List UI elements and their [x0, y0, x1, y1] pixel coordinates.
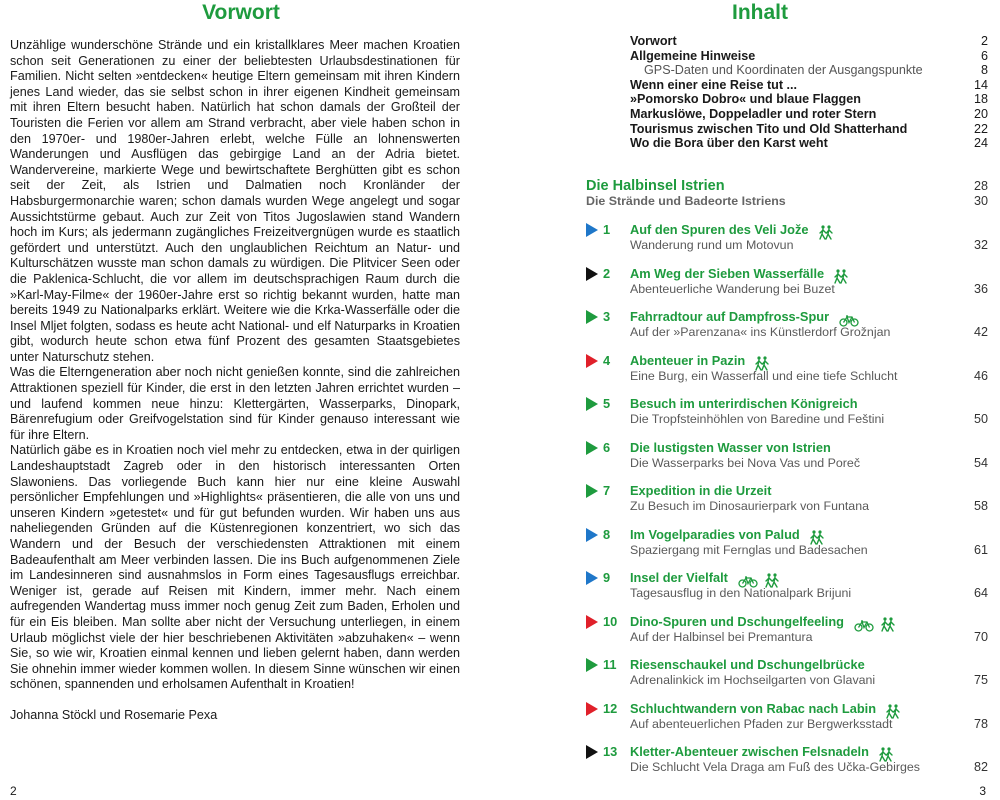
- tour-title: Expedition in die Urzeit: [630, 483, 772, 498]
- tour-number: 3: [603, 309, 611, 324]
- tour-number: 2: [603, 265, 611, 281]
- toc-general-section: [630, 34, 988, 151]
- tour-title-wrap[interactable]: [630, 657, 865, 672]
- tour-page: 42: [973, 325, 988, 339]
- tour-entry[interactable]: [586, 220, 988, 264]
- tour-description: Adrenalinkick im Hochseilgarten von Glavani: [630, 673, 876, 687]
- tour-entry[interactable]: [586, 307, 988, 351]
- tour-page: 82: [973, 760, 988, 774]
- tour-page: 36: [973, 281, 988, 296]
- section-title[interactable]: Die Halbinsel Istrien: [586, 178, 725, 194]
- toc-entry-title: »Pomorsko Dobro« und blaue Flaggen: [630, 92, 861, 107]
- tour-description: Zu Besuch im Dinosaurierpark von Funtana: [630, 499, 869, 513]
- tour-entry[interactable]: [586, 612, 988, 656]
- tour-title: Besuch im unterirdischen Königreich: [630, 396, 858, 411]
- activity-icons: [849, 617, 896, 632]
- section-subtitle[interactable]: Die Strände und Badeorte Istriens: [586, 194, 786, 208]
- toc-entry-title: Tourismus zwischen Tito und Old Shatterhand: [630, 121, 908, 136]
- tour-description: Die Schlucht Vela Draga am Fuß des Učka-Gebirges: [630, 760, 920, 774]
- toc-entry-page: 6: [980, 48, 988, 63]
- tour-page: 58: [973, 499, 988, 513]
- toc-entry[interactable]: [630, 49, 988, 64]
- tour-description: Abenteuerliche Wanderung bei Buzet: [630, 281, 835, 296]
- section-istria-header: [586, 178, 988, 209]
- section-subtitle-page: 30: [973, 194, 988, 208]
- tour-number: 5: [603, 396, 611, 411]
- tour-number: 7: [603, 483, 611, 498]
- tour-page: 54: [973, 455, 988, 470]
- tour-title: Kletter-Abenteuer zwischen Felsnadeln: [630, 744, 869, 759]
- preface-paragraph: Was die Elterngeneration aber noch nicht genießen konnte, sind die zahlreichen Attraktionen speziell für Kinder, die erst in den letzten Jahren errichtet wurden – und laufend kommen neue hinzu: Klettergärten, Wasserparks, Dinopark, Bärenrefugium oder Greifvogelstation sind für Kinder genauso interessant wie für ihre Eltern.: [10, 365, 460, 442]
- tour-description: Die Tropfsteinhöhlen von Baredine und Feštini: [630, 412, 885, 426]
- tour-number: 8: [603, 526, 611, 542]
- toc-entry-title: Wenn einer eine Reise tut ...: [630, 77, 798, 92]
- tour-entry[interactable]: [586, 481, 988, 525]
- tour-title: Die lustigsten Wasser von Istrien: [630, 439, 831, 455]
- toc-entry[interactable]: [630, 136, 988, 151]
- arrow-marker-icon: [586, 658, 598, 672]
- preface-signature: Johanna Stöckl und Rosemarie Pexa: [10, 707, 218, 722]
- tour-description: Spaziergang mit Fernglas und Badesachen: [630, 542, 868, 557]
- tour-entry[interactable]: [586, 525, 988, 569]
- tour-number: 4: [603, 352, 611, 368]
- toc-entry-title: Wo die Bora über den Karst weht: [630, 136, 828, 151]
- tour-description: Tagesausflug in den Nationalpark Brijuni: [630, 586, 852, 600]
- arrow-marker-icon: [586, 223, 598, 237]
- hiker-icon: [876, 617, 896, 632]
- arrow-marker-icon: [586, 615, 598, 629]
- preface-paragraph: Natürlich gäbe es in Kroatien noch viel mehr zu entdecken, etwa in der quirligen Landeshauptstadt Zagreb oder in den historisch interessanten Orten Slawoniens. Das vorliegende Buch kann hier nur eine kleine Auswahl persönlicher Empfehlungen und »Highlights« präsentieren, die alle von uns und unseren Kindern »getestet« und für gut befunden wurden. Wir haben uns aus naheliegenden Gründen auf die Küstenregionen konzentriert, wo sich das Wandern und der Besuch der verschiedensten Attraktionen mit einem Badeaufenthalt am Meer verbinden lassen. Die ins Buch aufgenommenen Ziele im Landesinneren sind ausnahmslos in Form eines Tagesausflugs erreichbar. Weniger ist, gerade auf Reisen mit Kindern, immer mehr. Nach einem aufregenden Wandertag muss immer noch genug Zeit zum Baden, Erholen und für ein Eis bleiben. Man sollte aber nicht der Versuchung unterliegen, in einem Urlaub möglichst viele der hier beschriebenen Aktivitäten »abzuhaken« – wenn Sie, so wie wir, Kroatien einmal kennen und lieben gelernt haben, dann werden Sie ohnehin immer wieder kommen wollen. In diesem Sinne wünschen wir einen schönen, spannenden und erholsamen Aufenthalt in Kroatien!: [10, 443, 460, 692]
- tour-number: 11: [603, 657, 617, 672]
- arrow-marker-icon: [586, 397, 598, 411]
- tour-title: Fahrradtour auf Dampfross-Spur: [630, 309, 830, 324]
- tour-description: Auf der Halbinsel bei Premantura: [630, 629, 813, 644]
- toc-entry-page: 2: [980, 34, 988, 48]
- tour-number: 10: [603, 613, 618, 629]
- toc-entry-page: 22: [973, 121, 988, 136]
- arrow-marker-icon: [586, 528, 598, 542]
- arrow-marker-icon: [586, 484, 598, 498]
- tour-number: 9: [603, 570, 611, 585]
- tour-title: Im Vogelparadies von Palud: [630, 526, 800, 542]
- tour-number: 6: [603, 439, 611, 455]
- tour-page: 46: [973, 368, 988, 383]
- tour-page: 64: [973, 586, 988, 600]
- arrow-marker-icon: [586, 354, 598, 368]
- arrow-marker-icon: [586, 745, 598, 759]
- tour-entry[interactable]: [586, 699, 988, 743]
- tour-entry[interactable]: [586, 438, 988, 482]
- toc-entry[interactable]: [630, 92, 988, 107]
- tour-title: Am Weg der Sieben Wasserfälle: [630, 265, 825, 281]
- preface-body: [10, 38, 460, 724]
- tour-description: Eine Burg, ein Wasserfall und eine tiefe Schlucht: [630, 368, 898, 383]
- tour-entry[interactable]: [586, 655, 988, 699]
- tour-description: Auf abenteuerlichen Pfaden zur Bergwerksstadt: [630, 716, 893, 731]
- tour-number: 12: [603, 700, 618, 716]
- tour-entry[interactable]: [586, 264, 988, 308]
- tour-entry[interactable]: [586, 742, 988, 786]
- page-number-left: 2: [10, 784, 17, 798]
- tour-page: 32: [973, 238, 988, 252]
- tour-title: Dino-Spuren und Dschungelfeeling: [630, 613, 844, 629]
- toc-entry-title: GPS-Daten und Koordinaten der Ausgangspunkte: [644, 63, 923, 78]
- toc-entry-title: Markuslöwe, Doppeladler und roter Stern: [630, 106, 877, 121]
- tour-title: Schluchtwandern von Rabac nach Labin: [630, 700, 877, 716]
- arrow-marker-icon: [586, 702, 598, 716]
- tour-page: 50: [973, 412, 988, 426]
- tour-title: Insel der Vielfalt: [630, 570, 728, 585]
- toc-entry[interactable]: [630, 34, 988, 49]
- right-page: [520, 0, 1000, 800]
- arrow-marker-icon: [586, 310, 598, 324]
- tour-title: Abenteuer in Pazin: [630, 352, 746, 368]
- toc-entry[interactable]: [630, 78, 988, 93]
- tour-page: 75: [973, 673, 988, 687]
- arrow-marker-icon: [586, 267, 598, 281]
- toc-entry-page: 20: [973, 106, 988, 121]
- tour-title-wrap[interactable]: [630, 440, 831, 455]
- toc-entry-title: Vorwort: [630, 34, 677, 48]
- tour-title-wrap[interactable]: [630, 483, 772, 498]
- tour-number: 13: [603, 744, 618, 759]
- tour-description: Wanderung rund um Motovun: [630, 238, 794, 252]
- preface-paragraph: Unzählige wunderschöne Strände und ein kristallklares Meer machen Kroatien schon seit Generationen zu einer der beliebtesten Urlaubsdestinationen für Familien. Nicht selten »entdecken« heutige Eltern gemeinsam mit ihren Kindern jenes Land wieder, das sie selbst schon in ihrer eigenen Kindheit gemeinsam mit ihren Eltern besucht haben. Natürlich hat schon damals der Großteil der Touristen die Ferien vor allem am Strand verbracht, aber viele haben schon in den 1970er- und 1980er-Jahren erlebt, welche Fülle an lohnenswerten Wanderungen und Ausflügen das gebirgige Land an der Adria bietet. Wandervereine, markierte Wege und bewirtschaftete Berghütten gibt es schon seit der Zeit, als Istrien und Dalmatien noch Kronländer der Habsburgermonarchie waren; schon damals wurden Wege angelegt und sogar Aussichtstürme gebaut. Auch zur Zeit von Titos Jugoslawien stand Wandern hoch im Kurs; als jedermann zugängliches Freizeitvergnügen wurde es staatlich gefördert und unterstützt. Auch den unglaublichen Reichtum an Natur- und Kulturschätzen wusste man schon damals zu würdigen. Die Plitvicer Seen oder die Paklenica-Schlucht, die vor allem im deutschsprachigen Raum durch die »Karl-May-Filme« der 1960er-Jahre erst so richtig bekannt wurden, hatte man bereits 1949 zu Nationalparks erklärt. Weitere wie die Krka-Wasserfälle oder die Insel Mljet folgten, sodass es heute acht National- und elf Naturparks in Kroatien gibt, wodurch heute schon etwa fünf Prozent des gesamten Staatsgebietes unter Naturschutz stehen.: [10, 38, 460, 364]
- toc-entry-page: 8: [980, 63, 988, 78]
- page-number-right: 3: [979, 784, 986, 798]
- tour-page: 61: [973, 542, 988, 557]
- tour-page: 70: [973, 629, 988, 644]
- toc-entry[interactable]: [630, 107, 988, 122]
- tour-entry[interactable]: [586, 568, 988, 612]
- hiker-icon: [814, 225, 834, 240]
- toc-entry[interactable]: [630, 122, 988, 137]
- toc-entry[interactable]: [630, 63, 988, 78]
- tour-number: 1: [603, 222, 611, 237]
- contents-heading: Inhalt: [732, 1, 788, 24]
- activity-icons: [814, 225, 834, 240]
- left-page: [0, 0, 480, 800]
- section-title-page: 28: [973, 179, 988, 193]
- bicycle-icon: [849, 617, 874, 632]
- tour-title-wrap[interactable]: [630, 396, 858, 411]
- preface-heading: Vorwort: [202, 1, 280, 24]
- tour-entry[interactable]: [586, 351, 988, 395]
- tour-title: Auf den Spuren des Veli Jože: [630, 222, 809, 237]
- toc-entry-page: 14: [973, 77, 988, 92]
- tour-title: Riesenschaukel und Dschungelbrücke: [630, 657, 865, 672]
- tour-page: 78: [973, 716, 988, 731]
- tour-description: Die Wasserparks bei Nova Vas und Poreč: [630, 455, 861, 470]
- arrow-marker-icon: [586, 441, 598, 455]
- toc-entry-page: 18: [973, 92, 988, 107]
- toc-entry-title: Allgemeine Hinweise: [630, 48, 756, 63]
- tour-list: [586, 220, 988, 786]
- tour-description: Auf der »Parenzana« ins Künstlerdorf Grožnjan: [630, 325, 891, 339]
- arrow-marker-icon: [586, 571, 598, 585]
- tour-entry[interactable]: [586, 394, 988, 438]
- toc-entry-page: 24: [973, 136, 988, 151]
